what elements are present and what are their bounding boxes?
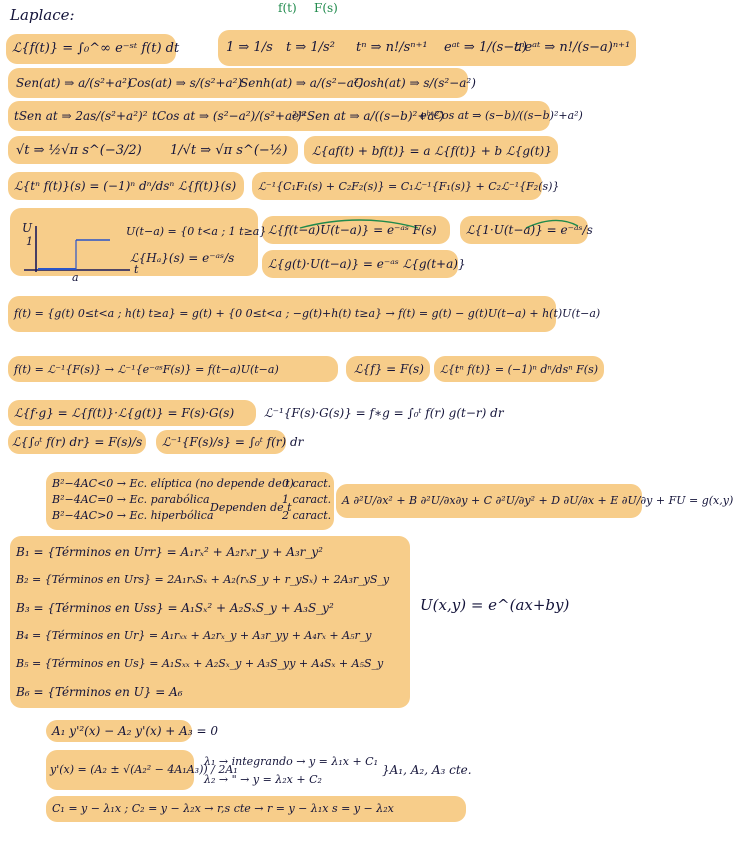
step-laplace: ℒ{Hₐ}(s) = e⁻ᵃˢ/s (130, 251, 235, 265)
ode-equation: A₁ y'²(x) − A₂ y'(x) + A₃ = 0 (52, 724, 218, 738)
graph-t-label: t (134, 263, 139, 276)
transform-ebt-cos: eᵇᵗCos at ⇒ (s−b)/((s−b)²+a²) (420, 109, 583, 122)
integral-inverse: ℒ⁻¹{F(s)/s} = ∫₀ᵗ f(r) dr (162, 435, 304, 449)
transform-tsen: tSen at ⇒ 2as/(s²+a²)² (14, 109, 148, 123)
linearity: ℒ{af(t) + bf(t)} = a ℒ{f(t)} + b ℒ{g(t)} (312, 144, 552, 158)
inverse-shift: f(t) = ℒ⁻¹{F(s)} → ℒ⁻¹{e⁻ᵃˢF(s)} = f(t−a)U(t−a) (14, 363, 279, 376)
transform-tneat: tⁿeᵃᵗ ⇒ n!/(s−a)ⁿ⁺¹ (514, 40, 631, 55)
transform-invsqrt: 1/√t ⇒ √π s^(−½) (170, 143, 288, 158)
graph-one-label: 1 (26, 235, 33, 248)
coef-b3: B₃ = {Términos en Uss} = A₁Sₓ² + A₂SₓS_y + A₃S_y² (16, 601, 334, 615)
transform-tn: tⁿ ⇒ n!/sⁿ⁺¹ (356, 40, 428, 55)
caract-2: 2 caract. (282, 509, 332, 522)
classif-hyperbolic: B²−4AC>0 → Ec. hiperbólica (52, 509, 214, 522)
transform-sen: Sen(at) ⇒ a/(s²+a²) (16, 76, 132, 90)
coef-b4: B₄ = {Términos en Ur} = A₁rₓₓ + A₂rₓ_y + A₃r_yy + A₄rₓ + A₅r_y (16, 629, 372, 642)
label-ft: f(t) (278, 1, 297, 15)
transform-cosh: Cosh(at) ⇒ s/(s²−a²) (354, 76, 476, 90)
integral-transform: ℒ{∫₀ᵗ f(r) dr} = F(s)/s (12, 435, 143, 449)
coef-b1: B₁ = {Términos en Urr} = A₁rₓ² + A₂rₓr_y + A₃r_y² (16, 545, 323, 559)
caract-0: 0 caract. (282, 477, 332, 490)
coef-b2: B₂ = {Términos en Urs} = 2A₁rₓSₓ + A₂(rₓS_y + r_ySₓ) + 2A₃r_yS_y (16, 573, 390, 586)
convolution-product: ℒ{f·g} = ℒ{f(t)}·ℒ{g(t)} = F(s)·G(s) (14, 406, 235, 420)
ode-constants: }A₁, A₂, A₃ cte. (382, 763, 472, 777)
transform-1: 1 ⇒ 1/s (226, 40, 273, 55)
page-title: Laplace: (10, 6, 75, 24)
step-definition: U(t−a) = {0 t<a ; 1 t≥a} (126, 225, 267, 238)
solution-u: U(x,y) = e^(ax+by) (420, 596, 570, 614)
shift-theorem: ℒ{f(t−a)U(t−a)} = e⁻ᵃˢ F(s) (268, 223, 437, 237)
transform-senh: Senh(at) ⇒ a/(s²−a²) (240, 76, 364, 90)
inverse-linearity: ℒ⁻¹{C₁F₁(s) + C₂F₂(s)} = C₁ℒ⁻¹{F₁(s)} + C₂ℒ⁻¹{F₂(s)} (258, 180, 560, 193)
transform-cos: Cos(at) ⇒ s/(s²+a²) (128, 76, 243, 90)
g-shift-theorem: ℒ{g(t)·U(t−a)} = e⁻ᵃˢ ℒ{g(t+a)} (268, 257, 466, 271)
ode-lambda1: λ₁ → integrando → y = λ₁x + C₁ (204, 755, 378, 768)
label-fs: F(s) (314, 1, 338, 15)
pde-general: A ∂²U/∂x² + B ∂²U/∂x∂y + C ∂²U/∂y² + D ∂U/∂x + E ∂U/∂y + FU = g(x,y) (342, 494, 733, 507)
ode-yprime: y'(x) = (A₂ ± √(A₂² − 4A₁A₃)) / 2A₁ (50, 763, 238, 776)
laplace-definition: ℒ{f(t)} = ∫₀^∞ e⁻ˢᵗ f(t) dt (12, 41, 180, 56)
laplace-f: ℒ{f} = F(s) (354, 362, 424, 376)
transform-eat: eᵃᵗ ⇒ 1/(s−a) (444, 40, 528, 55)
classif-parabolic: B²−4AC=0 → Ec. parabólica (52, 493, 210, 506)
step-unit-laplace: ℒ{1·U(t−a)} = e⁻ᵃˢ/s (466, 223, 593, 237)
laplace-tn-f: ℒ{tⁿ f(t)} = (−1)ⁿ dⁿ/dsⁿ F(s) (440, 363, 599, 376)
transform-t: t ⇒ 1/s² (286, 40, 335, 55)
classif-depend: Dependen de t (210, 501, 292, 514)
piecewise-function: f(t) = {g(t) 0≤t<a ; h(t) t≥a} = g(t) + {0 0≤t<a ; −g(t)+h(t) t≥a} → f(t) = g(t) − g(t)U(t−a) + h(t)U(t−a) (14, 307, 601, 320)
graph-a-label: a (72, 271, 79, 284)
transform-ebt-sen: eᵇᵗSen at ⇒ a/((s−b)²+a²) (292, 109, 445, 123)
coef-b6: B₆ = {Términos en U} = A₆ (16, 685, 183, 699)
graph-u-label: U (22, 221, 33, 235)
classif-elliptic: B²−4AC<0 → Ec. elíptica (no depende de t) (52, 477, 294, 490)
transform-sqrt: √t ⇒ ½√π s^(−3/2) (16, 143, 142, 158)
transform-tcos: tCos at ⇒ (s²−a²)/(s²+a²)² (152, 109, 307, 123)
ode-lambda2: λ₂ → " → y = λ₂x + C₂ (204, 773, 322, 786)
caract-1: 1 caract. (282, 493, 332, 506)
coef-b5: B₅ = {Términos en Us} = A₁Sₓₓ + A₂Sₓ_y + A₃S_yy + A₄Sₓ + A₅S_y (16, 657, 384, 670)
ode-characteristics: C₁ = y − λ₁x ; C₂ = y − λ₂x → r,s cte → r = y − λ₁x s = y − λ₂x (52, 802, 394, 815)
derivative-property: ℒ{tⁿ f(t)}(s) = (−1)ⁿ dⁿ/dsⁿ ℒ{f(t)}(s) (14, 179, 237, 193)
convolution-inverse: ℒ⁻¹{F(s)·G(s)} = f∗g = ∫₀ᵗ f(r) g(t−r) dr (264, 406, 504, 420)
